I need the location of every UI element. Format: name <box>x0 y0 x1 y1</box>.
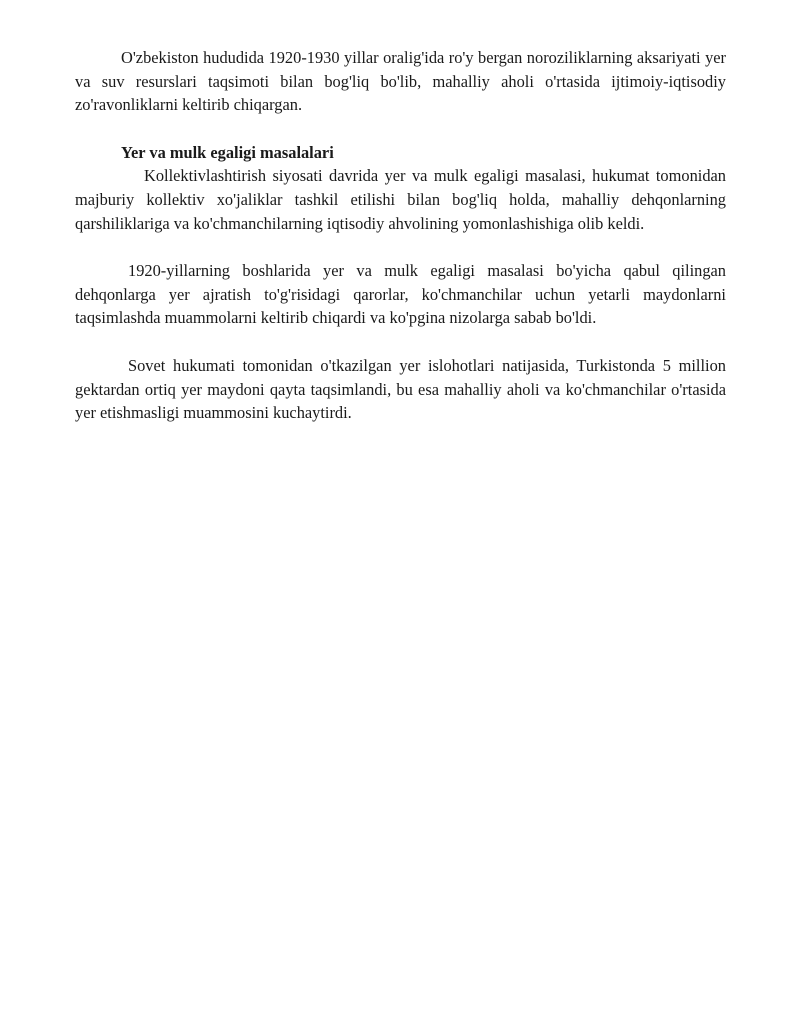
body-paragraph: Kollektivlashtirish siyosati davrida yer va mulk egaligi masalasi, hukumat tomonidan majburiy kollektiv xo'jaliklar tashkil etilishi bilan bog'liq holda, mahalliy dehqonlarning qarshiliklariga va ko'chmanchilarning iqtisodiy ahvolining yomonlashishiga olib keldi. <box>75 166 726 233</box>
body-paragraph: 1920-yillarning boshlarida yer va mulk egaligi masalasi bo'yicha qabul qilingan dehqonlarga yer ajratish to'g'risidagi qarorlar, ko'chmanchilar uchun yetarli maydonlarni taqsimlashda muammolarni keltirib chiqardi va ko'pgina nizolarga sabab bo'ldi. <box>75 261 726 328</box>
body-paragraph: Sovet hukumati tomonidan o'tkazilgan yer islohotlari natijasida, Turkistonda 5 million gektardan ortiq yer maydoni qayta taqsimlandi, bu esa mahalliy aholi va ko'chmanchilar o'rtasida yer etishmasligi muammosini kuchaytirdi. <box>75 355 726 423</box>
intro-paragraph: O'zbekiston hududida 1920-1930 yillar oralig'ida ro'y bergan noroziliklarning aksariyati yer va suv resurslari taqsimoti bilan bog'liq bo'lib, mahalliy aholi o'rtasida ijtimoiy-iqtisodiy zo'ravonliklarni keltirib chiqargan. <box>75 48 726 115</box>
section-heading: Yer va mulk egaligi masalalari <box>121 142 334 162</box>
document-page <box>75 46 726 425</box>
